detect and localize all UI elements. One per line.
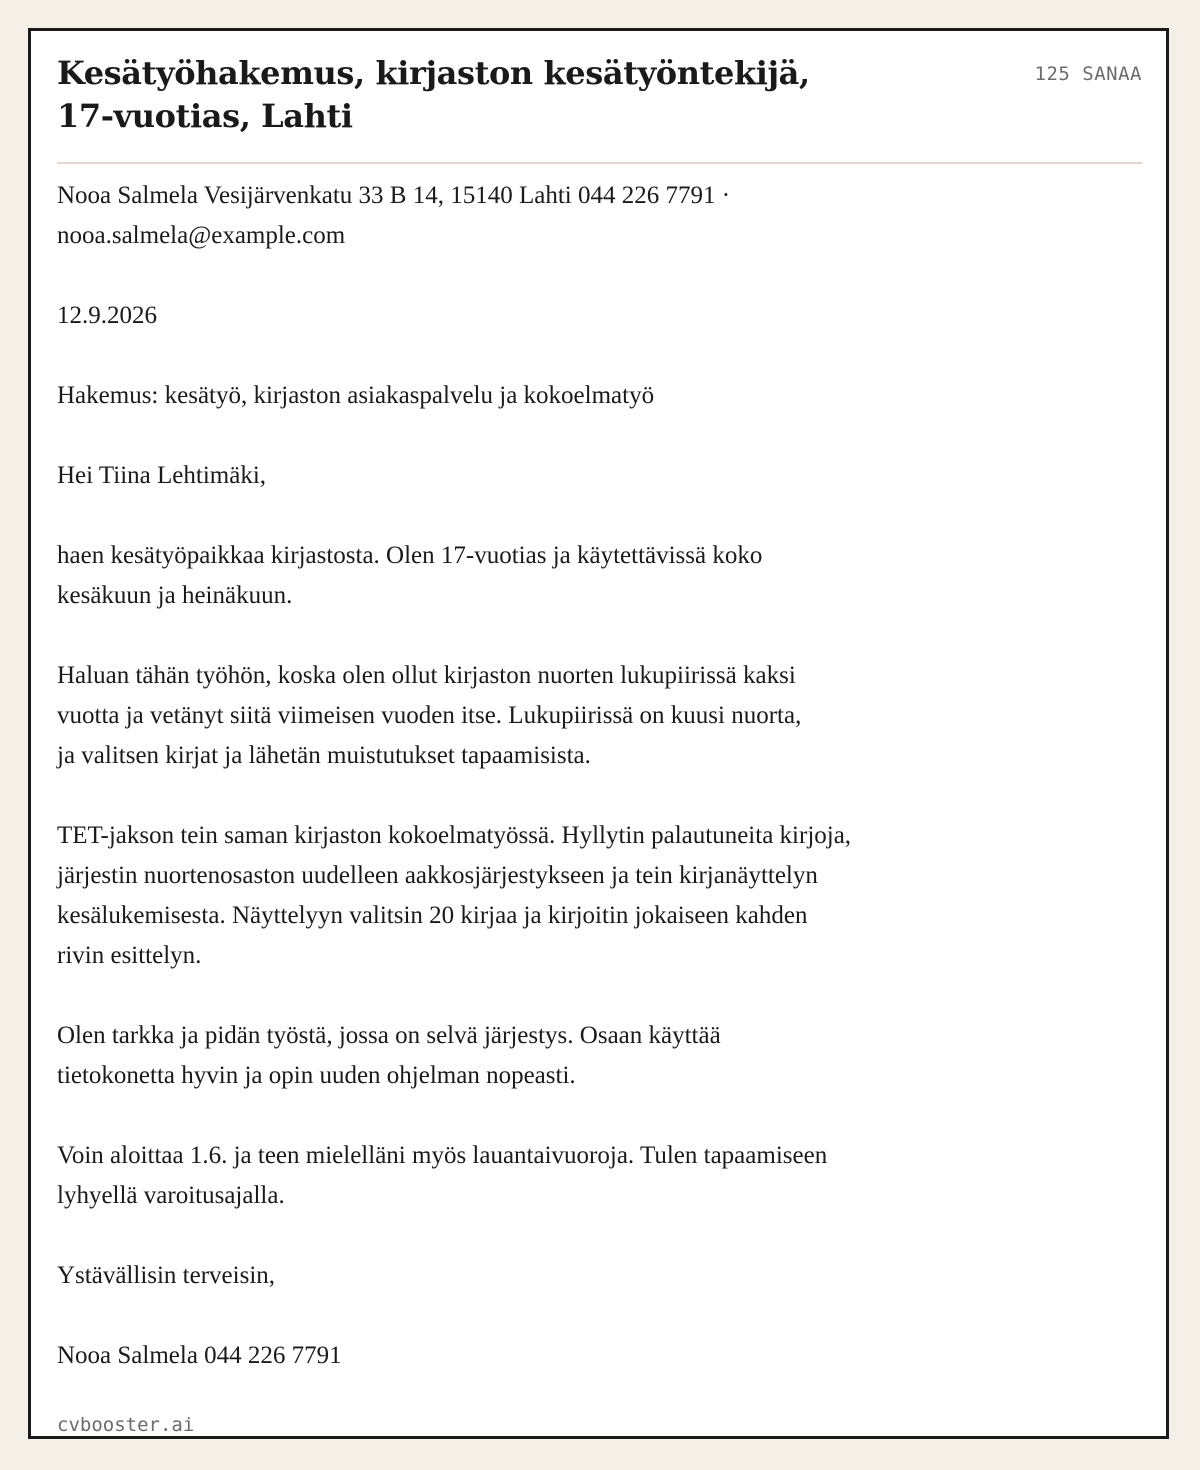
sender-info: Nooa Salmela Vesijärvenkatu 33 B 14, 15140 Lahti 044 226 7791 · nooa.salmela@example.com bbox=[57, 182, 731, 249]
word-count-badge: 125 SANAA bbox=[1034, 63, 1142, 85]
brand-footer: cvbooster.ai bbox=[57, 1414, 195, 1436]
body-paragraph: TET-jakson tein saman kirjaston kokoelmatyössä. Hyllytin palautuneita kirjoja, järjestin nuortenosaston uudelleen aakkosjärjestykseen ja tein kirjanäyttelyn kesälukemisesta. Näyttelyyn valitsin 20 kirjaa ja kirjoitin jokaiseen kahden rivin esittelyn. bbox=[57, 822, 852, 969]
letter-title: Kesätyöhakemus, kirjaston kesätyöntekijä, 17-vuotias, Lahti bbox=[57, 54, 810, 135]
letter-subject: Hakemus: kesätyö, kirjaston asiakaspalvelu ja kokoelmatyö bbox=[57, 382, 655, 409]
body-paragraph: Olen tarkka ja pidän työstä, jossa on selvä järjestys. Osaan käyttää tietokonetta hyvin ja opin uuden ohjelman nopeasti. bbox=[57, 1022, 721, 1089]
body-paragraph: haen kesätyöpaikkaa kirjastosta. Olen 17-vuotias ja käytettävissä koko kesäkuun ja heinäkuun. bbox=[57, 542, 763, 609]
body-paragraph: Haluan tähän työhön, koska olen ollut kirjaston nuorten lukupiirissä kaksi vuotta ja vetänyt siitä viimeisen vuoden itse. Lukupiirissä on kuusi nuorta, ja valitsen kirjat ja lähetän muistutukset tapaamisista. bbox=[57, 662, 802, 769]
letter-greeting: Hei Tiina Lehtimäki, bbox=[57, 462, 267, 489]
cover-letter-card bbox=[28, 28, 1169, 1439]
body-paragraph: Voin aloittaa 1.6. ja teen mielelläni myös lauantaivuoroja. Tulen tapaamiseen lyhyellä varoitusajalla. bbox=[57, 1142, 828, 1209]
letter-header bbox=[57, 31, 1142, 164]
letter-body bbox=[57, 176, 1027, 1376]
letter-date: 12.9.2026 bbox=[57, 302, 157, 329]
letter-closing: Ystävällisin terveisin, bbox=[57, 1262, 276, 1289]
letter-signature: Nooa Salmela 044 226 7791 bbox=[57, 1342, 342, 1369]
